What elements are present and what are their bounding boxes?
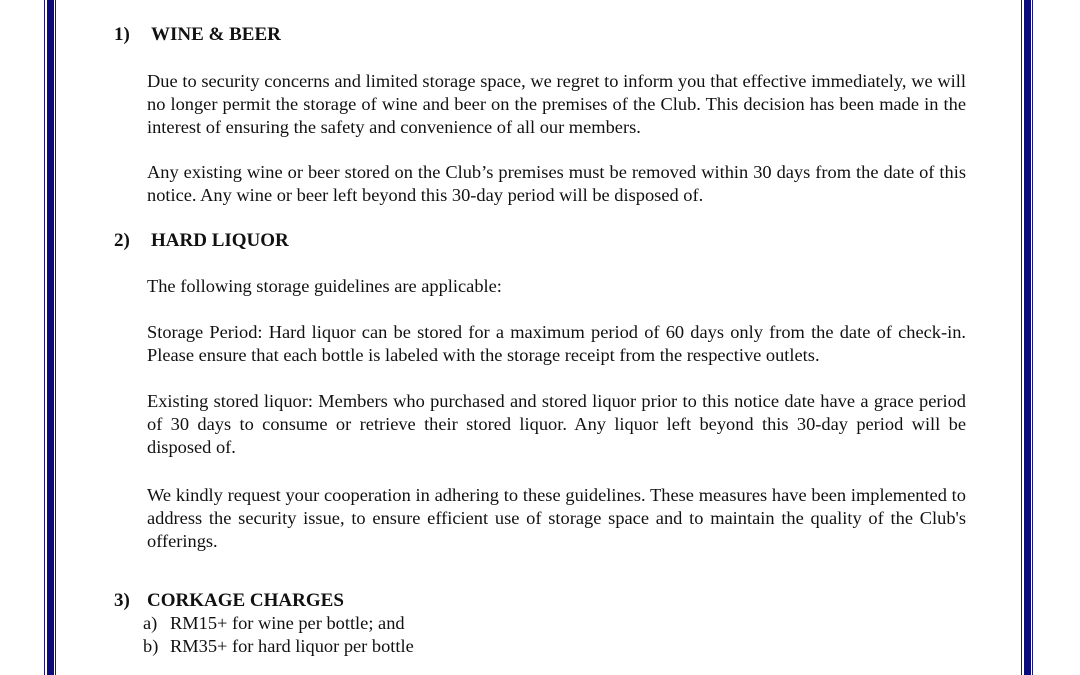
list-item-text: RM35+ for hard liquor per bottle <box>170 636 414 656</box>
paragraph: Storage Period: Hard liquor can be stored for a maximum period of 60 days only from the date of check-in. Please ensure that each bottle is labeled with the storage receipt from the respective outlets. <box>147 322 966 365</box>
paragraph: Due to security concerns and limited storage space, we regret to inform you that effective immediately, we will no longer permit the storage of wine and beer on the premises of the Club. This decision has been made in the interest of ensuring the safety and convenience of all our members. <box>147 71 966 137</box>
list-item <box>143 635 414 658</box>
paragraph: Existing stored liquor: Members who purchased and stored liquor prior to this notice date have a grace period of 30 days to consume or retrieve their stored liquor. Any liquor left beyond this 30-day period will be disposed of. <box>147 391 966 457</box>
section-heading-wine-beer <box>114 23 281 46</box>
section-title: CORKAGE CHARGES <box>147 590 344 611</box>
section-number: 3) <box>114 590 130 611</box>
section-heading-corkage <box>114 589 344 612</box>
paragraph: The following storage guidelines are applicable: <box>147 276 502 296</box>
section-number: 1) <box>114 24 130 45</box>
list-item <box>143 612 405 635</box>
section-title: HARD LIQUOR <box>151 230 289 251</box>
paragraph: We kindly request your cooperation in adhering to these guidelines. These measures have been implemented to address the security issue, to ensure efficient use of storage space and to maintain the quality of the Club's offerings. <box>147 485 966 551</box>
section-number: 2) <box>114 230 130 251</box>
list-marker: a) <box>143 613 158 633</box>
list-marker: b) <box>143 636 159 656</box>
section-title: WINE & BEER <box>151 24 281 45</box>
section-heading-hard-liquor <box>114 229 289 252</box>
list-item-text: RM15+ for wine per bottle; and <box>170 613 405 633</box>
paragraph: Any existing wine or beer stored on the Club’s premises must be removed within 30 days from the date of this notice. Any wine or beer left beyond this 30-day period will be disposed of. <box>147 162 966 205</box>
